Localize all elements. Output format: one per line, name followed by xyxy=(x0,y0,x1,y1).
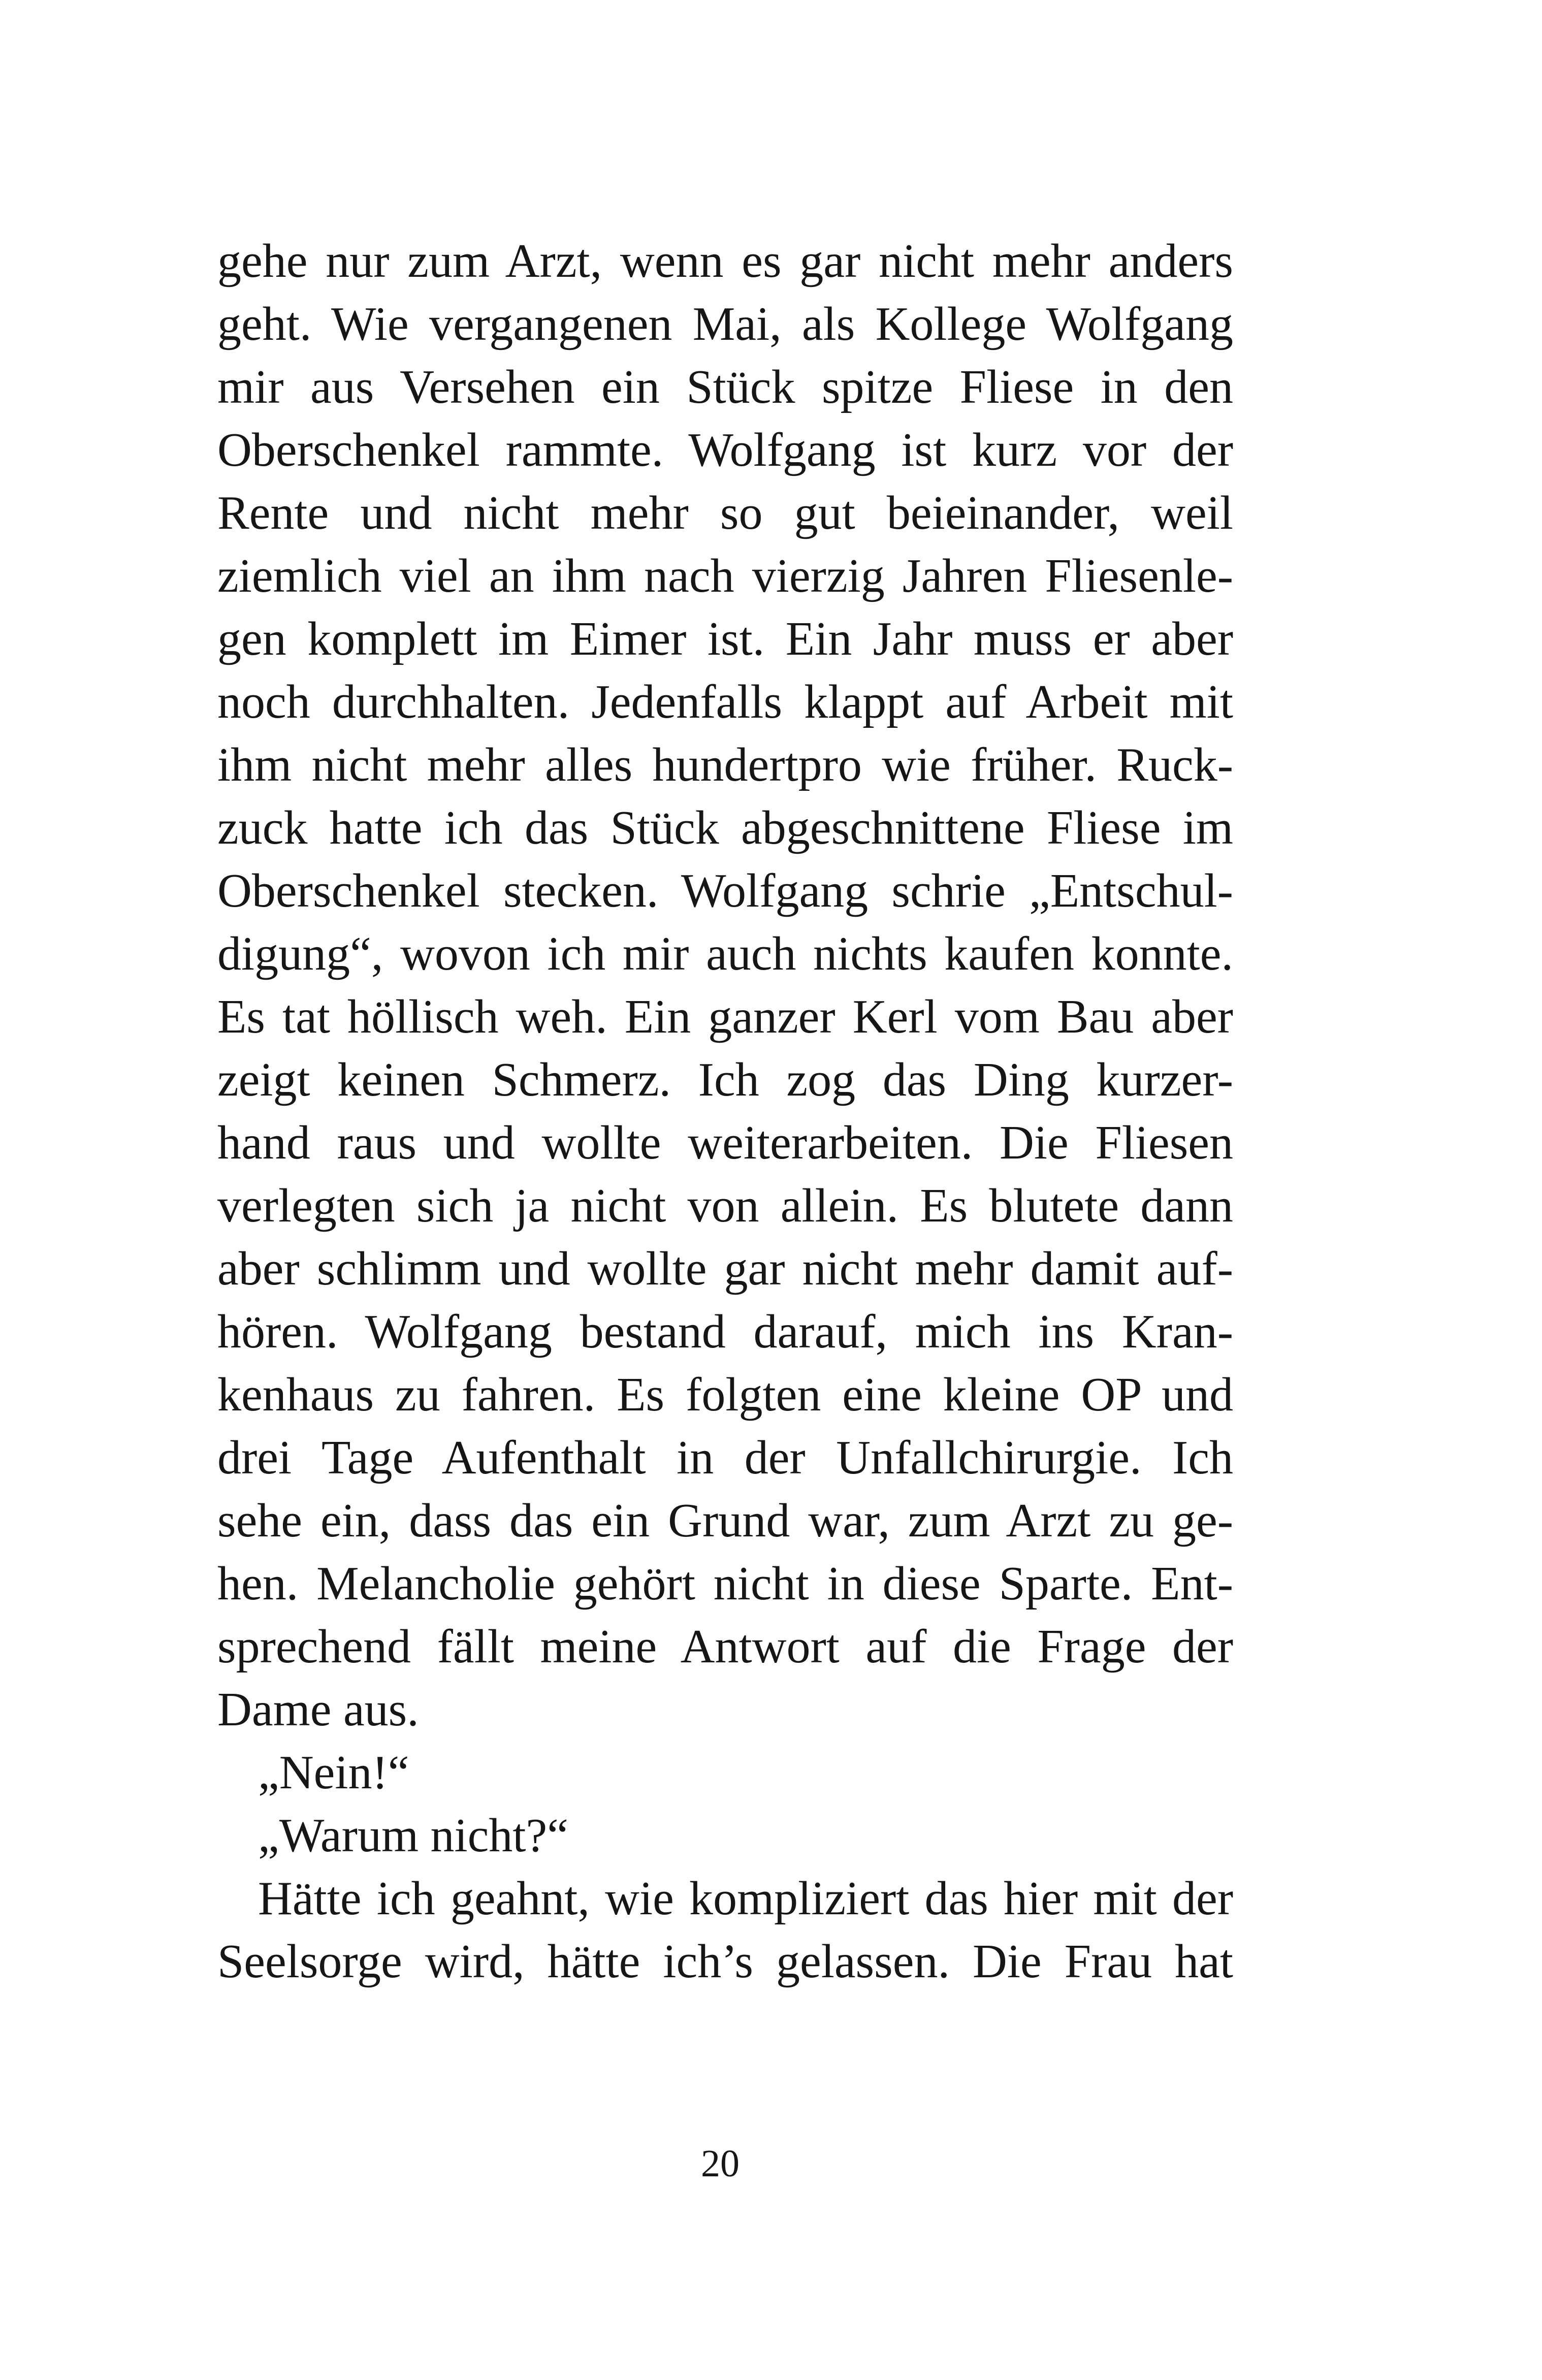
text-line: zuck hatte ich das Stück abgeschnittene Fliese im xyxy=(217,801,1233,854)
dialogue-line: „Warum nicht?“ xyxy=(258,1809,568,1862)
text-line: drei Tage Aufenthalt in der Unfallchirurgie. Ich xyxy=(217,1431,1233,1484)
text-line: Rente und nicht mehr so gut beieinander, weil xyxy=(217,487,1233,539)
text-line: Oberschenkel rammte. Wolfgang ist kurz vor der xyxy=(217,424,1233,476)
text-line: noch durchhalten. Jedenfalls klappt auf Arbeit mit xyxy=(217,676,1233,728)
text-line: hen. Melancholie gehört nicht in diese Sparte. Ent- xyxy=(217,1557,1233,1610)
text-line: Dame aus. xyxy=(217,1683,419,1736)
text-line: Es tat höllisch weh. Ein ganzer Kerl vom Bau aber xyxy=(217,990,1233,1043)
text-line: zeigt keinen Schmerz. Ich zog das Ding kurzer- xyxy=(217,1053,1233,1106)
text-line: verlegten sich ja nicht von allein. Es blutete dann xyxy=(217,1179,1233,1232)
text-line: aber schlimm und wollte gar nicht mehr damit auf- xyxy=(217,1242,1233,1295)
text-line: kenhaus zu fahren. Es folgten eine kleine OP und xyxy=(217,1368,1233,1421)
text-line: sehe ein, dass das ein Grund war, zum Arzt zu ge- xyxy=(217,1494,1233,1547)
text-line: gehe nur zum Arzt, wenn es gar nicht mehr anders xyxy=(217,235,1233,287)
text-line: sprechend fällt meine Antwort auf die Frage der xyxy=(217,1620,1233,1673)
text-line: hand raus und wollte weiterarbeiten. Die Fliesen xyxy=(217,1116,1233,1169)
text-line: geht. Wie vergangenen Mai, als Kollege Wolfgang xyxy=(217,298,1233,350)
text-line: Oberschenkel stecken. Wolfgang schrie „Entschul- xyxy=(217,864,1233,917)
text-line: gen komplett im Eimer ist. Ein Jahr muss er aber xyxy=(217,613,1233,665)
text-line: ihm nicht mehr alles hundertpro wie früher. Ruck- xyxy=(217,738,1233,791)
text-line: mir aus Versehen ein Stück spitze Fliese in den xyxy=(217,361,1233,413)
text-line: ziemlich viel an ihm nach vierzig Jahren Fliesenle- xyxy=(217,550,1233,602)
text-line: Hätte ich geahnt, wie kompliziert das hier mit der xyxy=(258,1872,1233,1925)
dialogue-line: „Nein!“ xyxy=(258,1746,409,1799)
text-line: hören. Wolfgang bestand darauf, mich ins Kran- xyxy=(217,1305,1233,1358)
page-number: 20 xyxy=(701,2142,740,2185)
text-line: digung“, wovon ich mir auch nichts kaufen konnte. xyxy=(217,927,1233,980)
text-line: Seelsorge wird, hätte ich’s gelassen. Die Frau hat xyxy=(217,1935,1233,1988)
